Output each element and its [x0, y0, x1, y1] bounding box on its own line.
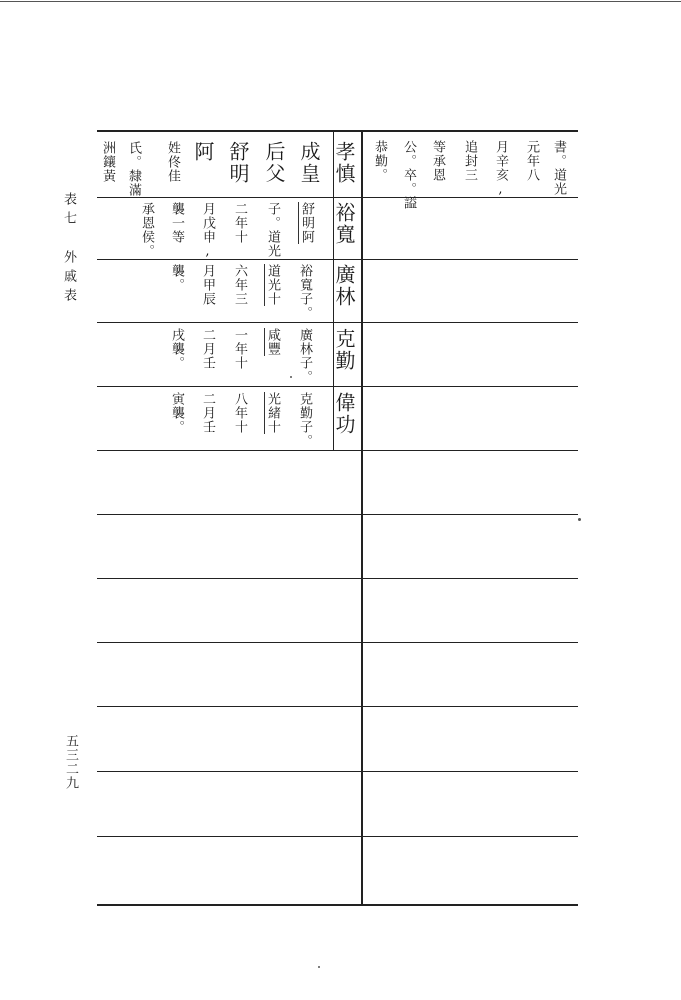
row-1-line-6: 承恩侯。 [139, 202, 154, 258]
column-divider [361, 130, 363, 906]
scan-speck [318, 966, 320, 968]
note-line-6: 公。卒。謚 [401, 140, 416, 210]
table-label: 外戚表 [61, 250, 76, 307]
row-2-name: 廣林 [332, 264, 356, 308]
row-2-line-4: 月甲辰 [200, 264, 215, 306]
row-3-name: 克勤 [332, 328, 356, 372]
header-name-3: 后父 [262, 141, 286, 185]
table-bottom-rule [97, 904, 578, 906]
row-1-line-5: 襲一等 [169, 202, 184, 244]
row-3-line-1: 廣林子。 [297, 328, 312, 384]
note-line-4: 追封三 [462, 140, 477, 182]
row-2-line-3: 六年三 [232, 264, 247, 306]
row-rule-8 [97, 642, 578, 643]
row-rule-3 [97, 322, 578, 323]
row-3-line-2: 咸豐 [265, 328, 280, 356]
row-1-line-2: 子。道光 [265, 202, 280, 258]
note-line-1: 書。道光 [551, 140, 566, 196]
row-rule-11 [97, 836, 578, 837]
note-line-7: 恭勤。 [372, 140, 387, 182]
row-rule-2 [97, 259, 578, 260]
page-number: 五三二九 [63, 734, 78, 790]
row-rule-4 [97, 386, 578, 387]
row-rule-6 [97, 514, 578, 515]
header-sub-2: 氏。隸滿 [126, 141, 141, 197]
row-2-line-2: 道光十 [265, 264, 280, 306]
scan-speck [578, 518, 581, 521]
row-4-line-3: 八年十 [232, 392, 247, 434]
header-name-5: 阿 [191, 141, 215, 163]
note-line-5: 等承恩 [430, 140, 445, 182]
row-rule-9 [97, 706, 578, 707]
row-1-line-3: 二年十 [232, 202, 247, 244]
scan-speck [290, 376, 292, 378]
row-2-line-5: 襲。 [169, 264, 184, 292]
scan-top-edge [0, 1, 681, 2]
row-3-line-3: 一年十 [232, 328, 247, 370]
note-line-3: 月辛亥, [493, 140, 508, 198]
section-label: 表七 [61, 192, 76, 230]
row-rule-7 [97, 578, 578, 579]
row-4-line-1: 克勤子。 [297, 392, 312, 448]
header-sub-3: 洲鑲黃 [100, 141, 115, 183]
header-name-2: 成皇 [297, 141, 321, 185]
header-name-4: 舒明 [226, 141, 250, 185]
row-1-line-1: 舒明阿 [299, 202, 314, 244]
row-1-line-4: 月戊申, [200, 202, 215, 260]
row-4-line-2: 光緒十 [265, 392, 280, 434]
table-top-rule [97, 130, 578, 132]
row-3-line-4: 二月壬 [200, 328, 215, 370]
row-4-name: 偉功 [332, 392, 356, 436]
row-4-line-4: 二月壬 [200, 392, 215, 434]
row-1-name: 裕寬 [332, 202, 356, 246]
row-4-line-5: 寅襲。 [169, 392, 184, 434]
row-3-line-5: 戌襲。 [169, 328, 184, 370]
row-rule-5 [97, 450, 578, 451]
row-2-line-1: 裕寬子。 [297, 264, 312, 320]
header-sub-1: 姓佟佳 [165, 141, 180, 183]
note-line-2: 元年八 [524, 140, 539, 182]
row-rule-10 [97, 771, 578, 772]
header-name-1: 孝慎 [332, 141, 356, 185]
